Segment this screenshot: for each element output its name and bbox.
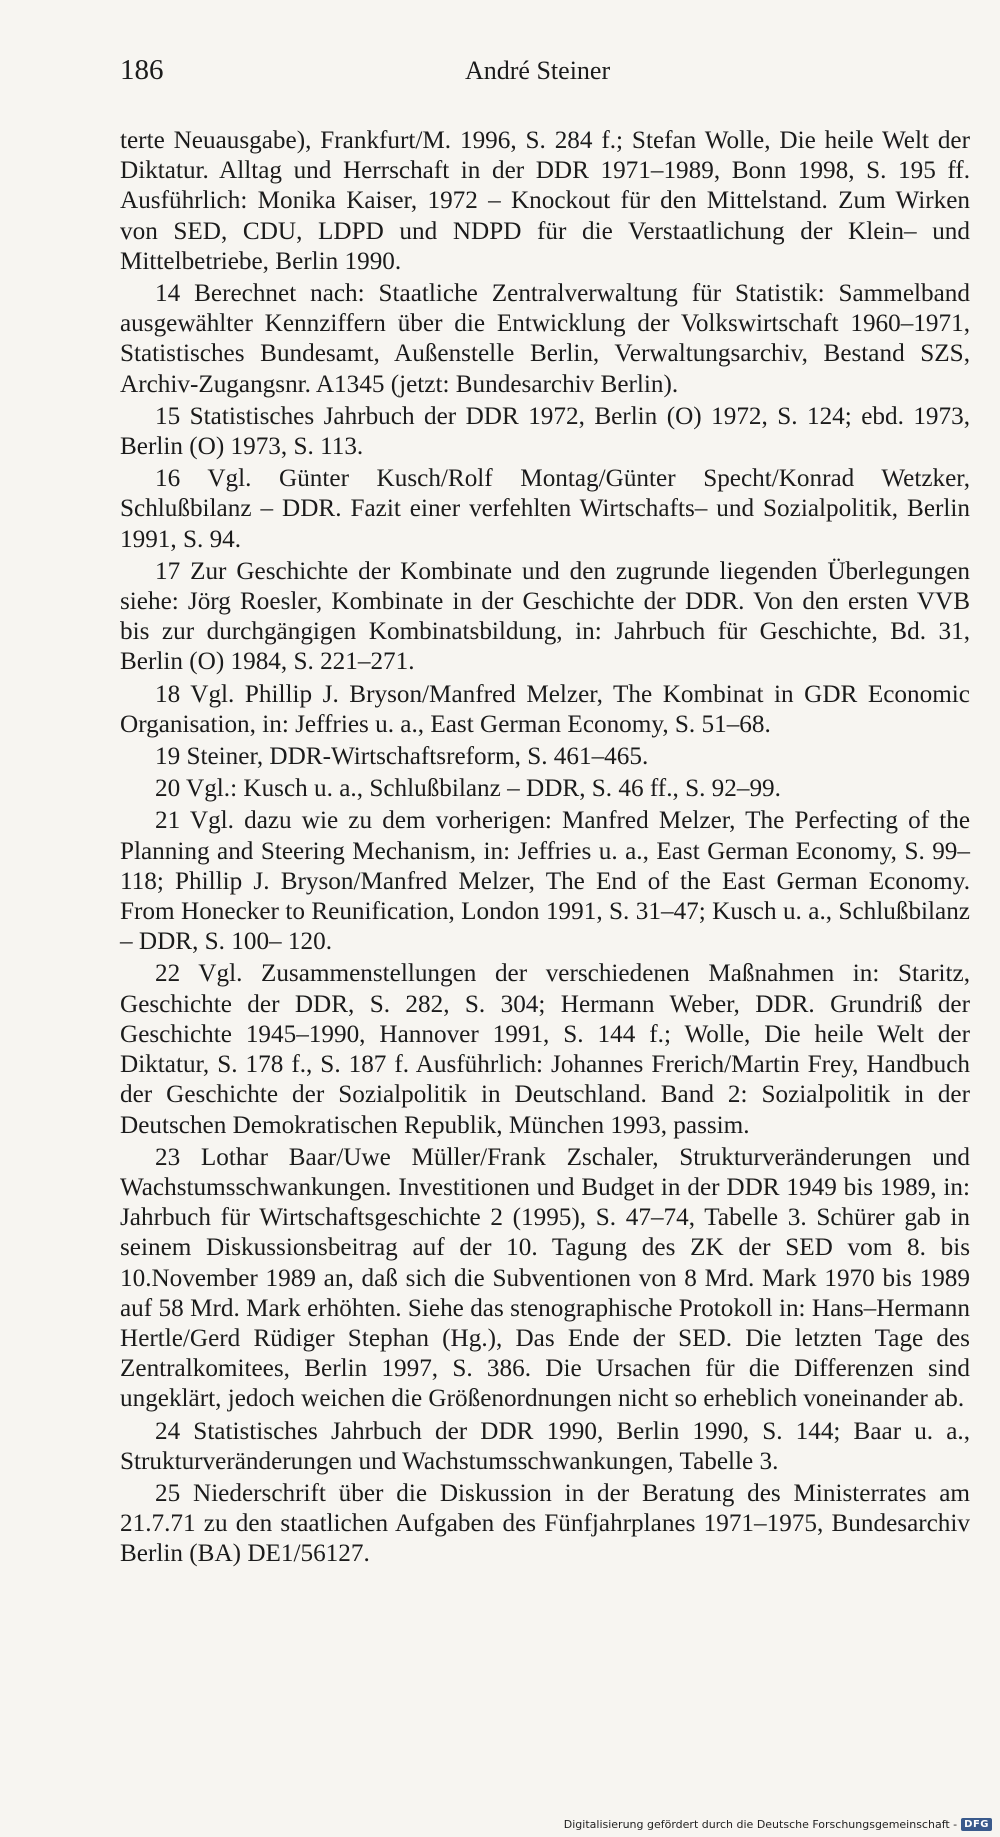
footnote-16: 16 Vgl. Günter Kusch/Rolf Montag/Günter Specht/Konrad Wetzker, Schlußbilanz – DDR. Fazit einer verfehlten Wirtschafts– und Sozialpolitik, Berlin 1991, S. 94. bbox=[120, 465, 970, 553]
footnote-13-continued: terte Neuausgabe), Frankfurt/M. 1996, S. 284 f.; Stefan Wolle, Die heile Welt der Diktatur. Alltag und Herrschaft in der DDR 1971–1989, Bonn 1998, S. 195 ff. Ausführlich: Monika Kaiser, 1972 – Knockout für den Mittelstand. Zum Wirken von SED, CDU, LDPD und NDPD für die Verstaatlichung der Klein– und Mittelbetriebe, Berlin 1990. bbox=[120, 127, 970, 275]
digitization-credit bbox=[564, 1818, 992, 1831]
running-head: André Steiner bbox=[465, 56, 611, 85]
page-number: 186 bbox=[120, 54, 164, 86]
footnote-25: 25 Niederschrift über die Diskussion in der Beratung des Ministerrates am 21.7.71 zu den staatlichen Aufgaben des Fünfjahrplanes 1971–1975, Bundesarchiv Berlin (BA) DE1/56127. bbox=[120, 1479, 970, 1568]
footnote-15: 15 Statistisches Jahrbuch der DDR 1972, Berlin (O) 1972, S. 124; ebd. 1973, Berlin (O) 1973, S. 113. bbox=[120, 402, 970, 461]
footnote-18: 18 Vgl. Phillip J. Bryson/Manfred Melzer, The Kombinat in GDR Economic Organisation, in: Jeffries u. a., East German Economy, S. 51–68. bbox=[120, 680, 970, 738]
dfg-logo-icon: DFG bbox=[961, 1818, 992, 1831]
footnote-17: 17 Zur Geschichte der Kombinate und den zugrunde liegenden Überlegungen siehe: Jörg Roesler, Kombinate in der Geschichte der DDR. Von den ersten VVB bis zur durchgängigen Kombinatsbildung, in: Jahrbuch für Geschichte, Bd. 31, Berlin (O) 1984, S. 221–271. bbox=[120, 557, 970, 676]
footnote-14: 14 Berechnet nach: Staatliche Zentralverwaltung für Statistik: Sammelband ausgewählter Kennziffern über die Entwicklung der Volkswirtschaft 1960–1971, Statistisches Bundesamt, Außenstelle Berlin, Verwaltungsarchiv, Bestand SZS, Archiv-Zugangsnr. A1345 (jetzt: Bundesarchiv Berlin). bbox=[120, 280, 970, 398]
footnote-24: 24 Statistisches Jahrbuch der DDR 1990, Berlin 1990, S. 144; Baar u. a., Strukturveränderungen und Wachstumsschwankungen, Tabelle 3. bbox=[120, 1417, 970, 1475]
footnote-22: 22 Vgl. Zusammenstellungen der verschiedenen Maßnahmen in: Staritz, Geschichte der DDR, S. 282, S. 304; Hermann Weber, DDR. Grundriß der Geschichte 1945–1990, Hannover 1991, S. 144 f.; Wolle, Die heile Welt der Diktatur, S. 178 f., S. 187 f. Ausführlich: Johannes Frerich/Martin Frey, Handbuch der Geschichte der Sozialpolitik in Deutschland. Band 2: Sozialpolitik in der Deutschen Demokratischen Republik, München 1993, passim. bbox=[120, 960, 970, 1139]
footnote-21: 21 Vgl. dazu wie zu dem vorherigen: Manfred Melzer, The Perfecting of the Planning and Steering Mechanism, in: Jeffries u. a., East German Economy, S. 99–118; Phillip J. Bryson/Manfred Melzer, The End of the East German Economy. From Honecker to Reunification, London 1991, S. 31–47; Kusch u. a., Schlußbilanz – DDR, S. 100– 120. bbox=[120, 807, 970, 956]
footnote-23: 23 Lothar Baar/Uwe Müller/Frank Zschaler, Strukturveränderungen und Wachstumsschwankungen. Investitionen und Budget in der DDR 1949 bis 1989, in: Jahrbuch für Wirtschaftsgeschichte 2 (1995), S. 47–74, Tabelle 3. Schürer gab in seinem Diskussionsbeitrag auf der 10. Tagung des ZK der SED vom 8. bis 10.November 1989 an, daß sich die Subventionen von 8 Mrd. Mark 1970 bis 1989 auf 58 Mrd. Mark erhöhten. Siehe das stenographische Protokoll in: Hans–Hermann Hertle/Gerd Rüdiger Stephan (Hg.), Das Ende der SED. Die letzten Tage des Zentralkomitees, Berlin 1997, S. 386. Die Ursachen für die Differenzen sind ungeklärt, jedoch weichen die Größenordnungen nicht so erheblich voneinander ab. bbox=[120, 1143, 970, 1413]
footnote-19: 19 Steiner, DDR-Wirtschaftsreform, S. 461–465. bbox=[155, 743, 649, 771]
footnote-20: 20 Vgl.: Kusch u. a., Schlußbilanz – DDR, S. 46 ff., S. 92–99. bbox=[155, 775, 781, 803]
footnotes-body bbox=[120, 126, 970, 1572]
digitization-credit-text: Digitalisierung gefördert durch die Deutsche Forschungsgemeinschaft - bbox=[563, 1818, 958, 1831]
page-header bbox=[120, 54, 970, 94]
